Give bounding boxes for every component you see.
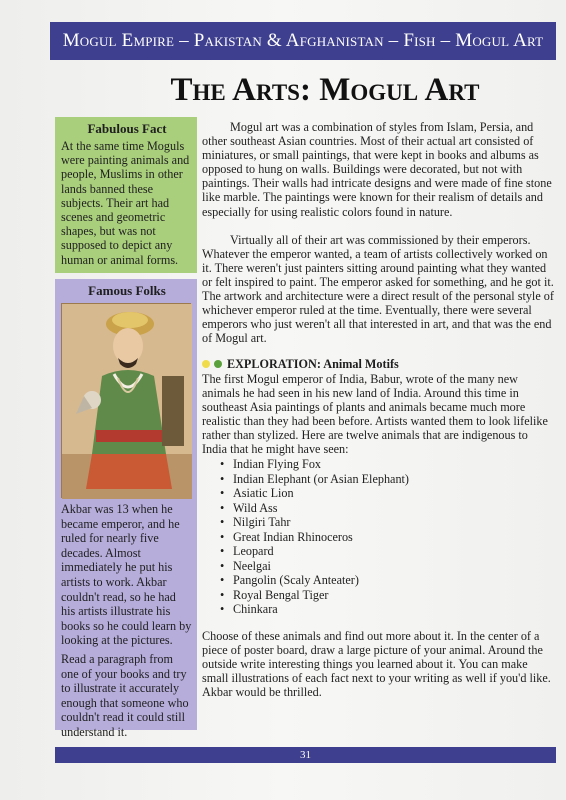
exploration-heading-text: EXPLORATION: Animal Motifs [227, 357, 399, 372]
green-dot-icon [214, 360, 222, 368]
list-item: • Indian Elephant (or Asian Elephant) [220, 472, 554, 487]
main-paragraph: Mogul art was a combination of styles from Islam, Persia, and other southeast Asian countries. Most of their actual art consisted of miniatures, or small paintings, that were kept in books and albums as opposed to hung on walls. Buildings were decorated, but not with paintings. Their walls had intricate designs and were made of fine stone like marble. The paintings were known for their realism of details and especially for using realistic colors found in nature. [202, 120, 552, 219]
animal-list [220, 457, 554, 617]
fabulous-fact-box [55, 117, 197, 273]
list-item: • Royal Bengal Tiger [220, 588, 554, 603]
header-bar [50, 22, 556, 60]
akbar-portrait-drawing [62, 304, 192, 499]
fabulous-fact-title: Fabulous Fact [87, 121, 167, 136]
list-item: • Pangolin (Scaly Anteater) [220, 573, 554, 588]
main-column [202, 120, 554, 699]
page-title: The Arts: Mogul Art [170, 72, 480, 108]
list-item: • Great Indian Rhinoceros [220, 530, 554, 545]
footer-bar [55, 747, 556, 763]
page-number: 31 [300, 749, 311, 761]
akbar-portrait-image [61, 303, 191, 498]
list-item: • Chinkara [220, 602, 554, 617]
list-item: • Neelgai [220, 559, 554, 574]
famous-folks-text [61, 502, 193, 740]
famous-folks-box [55, 279, 197, 739]
list-item: • Indian Flying Fox [220, 457, 554, 472]
exploration-heading [202, 357, 554, 371]
main-paragraph: Virtually all of their art was commissioned by their emperors. Whatever the emperor wanted, a team of artists collectively worked on it. There weren't just painters sitting around painting what they wanted or felt inspired to paint. The emperor asked for something, and he got it. The artwork and architecture were a direct result of the personal style of whichever emperor ruled at the time. Eventually, there were several emperors who just weren't all that interested in art, and that was the end of Mogul art. [202, 232, 554, 346]
yellow-dot-icon [202, 360, 210, 368]
list-item: • Leopard [220, 544, 554, 559]
famous-folks-paragraph: Akbar was 13 when he became emperor, and he ruled for nearly five decades. Almost immediately he put his artists to work. Akbar couldn't read, so he had his artists illustrate his books so he could learn by looking at the pictures. [61, 502, 192, 648]
closing-paragraph: Choose of these animals and find out more about it. In the center of a piece of poster board, draw a large picture of your animal. Around the outside write interesting things you learned about it. You can make small illustrations of each fact next to your writing as well if you'd like. Akbar would be thrilled. [202, 628, 551, 699]
header-bar-text: Mogul Empire – Pakistan & Afghanistan – Fish – Mogul Art [62, 30, 544, 51]
fabulous-fact-text: At the same time Moguls were painting animals and people, Muslims in other lands banned these subjects. Their art had scenes and geometric shapes, but was not supposed to depict any human or animal forms. [61, 139, 190, 267]
famous-folks-title: Famous Folks [88, 283, 166, 298]
list-item: • Asiatic Lion [220, 486, 554, 501]
list-item: • Wild Ass [220, 501, 554, 516]
exploration-text: The first Mogul emperor of India, Babur, wrote of the many new animals he had seen in his new land of India. Around this time in southeast Asia paintings of plants and animals became much more realistic than they had been before. Artists wanted them to look lifelike rather than stylized. Here are twelve animals that are indigenous to India that he might have seen: [202, 371, 548, 456]
list-item: • Nilgiri Tahr [220, 515, 554, 530]
famous-folks-paragraph: Read a paragraph from one of your books and try to illustrate it accurately enough that someone who couldn't read it could still understand it. [61, 651, 189, 739]
